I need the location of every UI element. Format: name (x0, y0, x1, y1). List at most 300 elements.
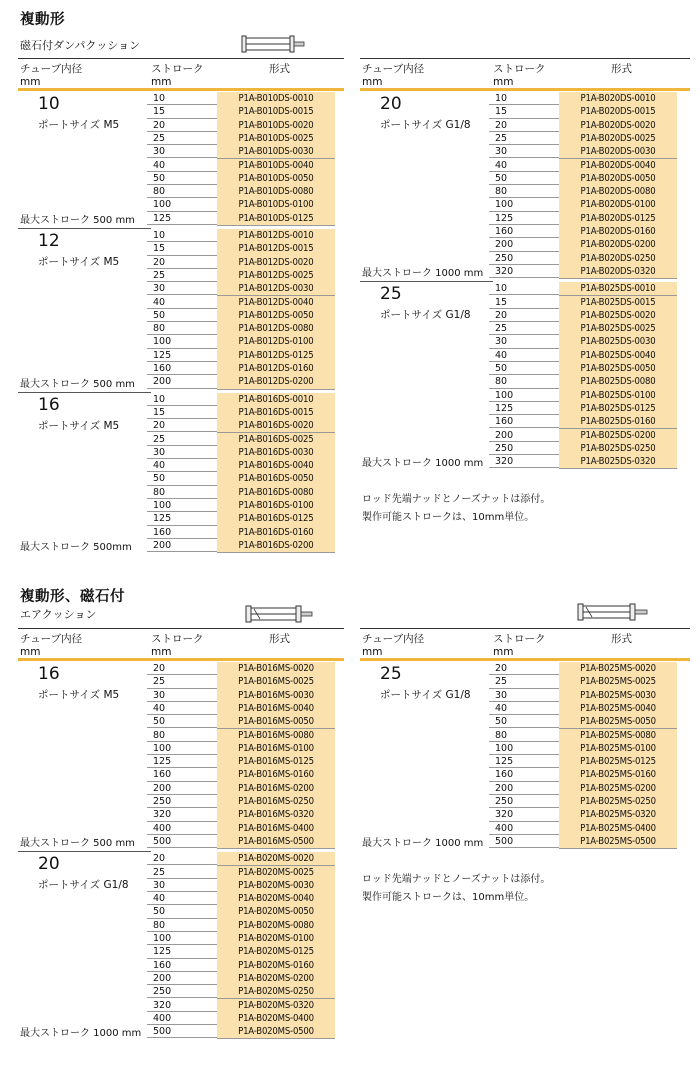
model-cell: P1A-B020DS-0200 (559, 238, 677, 252)
header-stroke-unit: mm (493, 76, 514, 88)
stroke-cell: 20 (147, 419, 217, 432)
model-cell: P1A-B010DS-0030 (217, 145, 335, 159)
stroke-cell: 200 (147, 972, 217, 985)
stroke-cell: 320 (489, 808, 559, 821)
table-row (489, 119, 677, 132)
stroke-cell: 40 (489, 349, 559, 362)
group-separator (360, 281, 493, 282)
table-row (147, 999, 335, 1012)
table-row (147, 715, 335, 728)
model-cell: P1A-B025DS-0200 (559, 429, 677, 443)
stroke-cell: 80 (489, 375, 559, 388)
model-cell: P1A-B020MS-0080 (217, 919, 335, 933)
stroke-cell: 200 (147, 375, 217, 388)
table-row (147, 406, 335, 419)
stroke-cell: 400 (489, 822, 559, 835)
model-cell: P1A-B025DS-0020 (559, 309, 677, 323)
model-cell: P1A-B020MS-0320 (217, 999, 335, 1013)
stroke-cell: 25 (147, 132, 217, 145)
model-cell: P1A-B020DS-0320 (559, 265, 677, 279)
table-row (489, 212, 677, 225)
model-cell: P1A-B012DS-0050 (217, 309, 335, 323)
stroke-cell: 125 (147, 755, 217, 768)
section-subtitle-2: エアクッション (20, 608, 97, 621)
model-cell: P1A-B020DS-0010 (559, 92, 677, 106)
stroke-cell: 80 (147, 919, 217, 932)
header-stroke-unit: mm (151, 646, 172, 658)
table-row (147, 242, 335, 255)
model-cell: P1A-B012DS-0080 (217, 322, 335, 336)
header-model: 形式 (269, 63, 290, 75)
model-cell: P1A-B012DS-0125 (217, 349, 335, 363)
model-cell: P1A-B016MS-0020 (217, 662, 335, 676)
model-cell: P1A-B010DS-0125 (217, 212, 335, 226)
stroke-cell: 80 (147, 486, 217, 499)
table-row (147, 446, 335, 459)
table-row (489, 375, 677, 388)
stroke-cell: 320 (489, 455, 559, 468)
table-row (147, 512, 335, 525)
header-bore-unit: mm (362, 646, 383, 658)
stroke-cell: 25 (489, 675, 559, 688)
stroke-cell: 50 (147, 715, 217, 728)
table-row (147, 919, 335, 932)
table-row (147, 675, 335, 688)
model-cell: P1A-B025MS-0160 (559, 768, 677, 782)
table-row (147, 879, 335, 892)
model-cell: P1A-B020MS-0500 (217, 1025, 335, 1039)
port-size: ポートサイズ G1/8 (380, 119, 471, 131)
table-row (489, 145, 677, 158)
model-cell: P1A-B012DS-0030 (217, 282, 335, 296)
table-row (147, 959, 335, 972)
model-cell: P1A-B016DS-0200 (217, 539, 335, 553)
stroke-cell: 100 (147, 335, 217, 348)
model-cell: P1A-B020MS-0040 (217, 892, 335, 906)
table-row (147, 729, 335, 742)
model-cell: P1A-B020MS-0200 (217, 972, 335, 986)
model-cell: P1A-B025DS-0050 (559, 362, 677, 376)
model-cell: P1A-B020MS-0125 (217, 945, 335, 959)
stroke-cell: 100 (489, 198, 559, 211)
model-cell: P1A-B025DS-0010 (559, 282, 677, 296)
table-row (147, 419, 335, 432)
section-title-1: 複動形 (20, 12, 65, 28)
stroke-cell: 500 (489, 835, 559, 848)
stroke-cell: 80 (147, 729, 217, 742)
stroke-cell: 15 (147, 406, 217, 419)
model-cell: P1A-B016DS-0010 (217, 393, 335, 407)
table-row (489, 105, 677, 118)
table-row (147, 296, 335, 309)
table-row (489, 282, 677, 295)
model-cell: P1A-B025MS-0200 (559, 782, 677, 796)
header-bore-unit: mm (20, 646, 41, 658)
header-bore: チューブ内径 (20, 63, 83, 75)
model-cell: P1A-B025MS-0080 (559, 729, 677, 743)
stroke-cell: 50 (147, 309, 217, 322)
header-stroke: ストローク (493, 63, 546, 75)
table-row (147, 985, 335, 998)
stroke-cell: 50 (147, 472, 217, 485)
table-row (147, 309, 335, 322)
stroke-cell: 160 (147, 959, 217, 972)
table-row (489, 742, 677, 755)
table-top-rule (18, 628, 344, 629)
tube-bore: 25 (380, 664, 402, 684)
stroke-cell: 320 (147, 999, 217, 1012)
table-row (489, 702, 677, 715)
stroke-cell: 250 (489, 252, 559, 265)
stroke-cell: 40 (489, 159, 559, 172)
stroke-cell: 250 (147, 795, 217, 808)
table-row (147, 768, 335, 781)
stroke-cell: 160 (489, 225, 559, 238)
model-cell: P1A-B016MS-0080 (217, 729, 335, 743)
stroke-cell: 320 (147, 808, 217, 821)
table-row (489, 185, 677, 198)
table-row (489, 755, 677, 768)
stroke-cell: 30 (489, 335, 559, 348)
model-cell: P1A-B012DS-0100 (217, 335, 335, 349)
model-cell: P1A-B012DS-0010 (217, 229, 335, 243)
model-cell: P1A-B016MS-0125 (217, 755, 335, 769)
model-cell: P1A-B020DS-0025 (559, 132, 677, 146)
table-row (147, 662, 335, 675)
model-cell: P1A-B025DS-0080 (559, 375, 677, 389)
cylinder-air-cushion-icon (576, 602, 650, 624)
stroke-cell: 40 (147, 459, 217, 472)
model-cell: P1A-B025MS-0400 (559, 822, 677, 836)
note-text: 製作可能ストロークは、10mm単位。 (362, 512, 535, 524)
stroke-cell: 25 (147, 675, 217, 688)
stroke-cell: 40 (147, 159, 217, 172)
stroke-cell: 125 (147, 512, 217, 525)
table-row (489, 455, 677, 468)
model-cell: P1A-B020DS-0125 (559, 212, 677, 226)
table-row (489, 429, 677, 442)
table-row (147, 808, 335, 821)
stroke-cell: 30 (147, 282, 217, 295)
max-stroke: 最大ストローク 500 mm (20, 215, 135, 226)
stroke-cell: 15 (489, 105, 559, 118)
table-row (489, 782, 677, 795)
stroke-cell: 30 (489, 145, 559, 158)
table-row (147, 499, 335, 512)
stroke-cell: 80 (147, 322, 217, 335)
table-top-rule (360, 628, 690, 629)
table-row (489, 198, 677, 211)
model-cell: P1A-B016MS-0030 (217, 689, 335, 703)
table-row (147, 795, 335, 808)
model-cell: P1A-B020MS-0160 (217, 959, 335, 973)
model-cell: P1A-B010DS-0020 (217, 119, 335, 133)
stroke-cell: 200 (147, 539, 217, 552)
stroke-cell: 10 (147, 92, 217, 105)
note-text: ロッド先端ナッドとノーズナットは添付。 (362, 494, 551, 506)
stroke-cell: 125 (147, 349, 217, 362)
table-top-rule (360, 58, 690, 59)
model-cell: P1A-B016DS-0040 (217, 459, 335, 473)
section-subtitle-1: 磁石付ダンパクッション (20, 39, 141, 52)
table-row (147, 742, 335, 755)
table-row (147, 159, 335, 172)
header-stroke: ストローク (151, 633, 204, 645)
model-cell: P1A-B016MS-0200 (217, 782, 335, 796)
table-row (147, 755, 335, 768)
model-cell: P1A-B020MS-0400 (217, 1012, 335, 1026)
table-row (147, 105, 335, 118)
table-row (147, 212, 335, 225)
tube-bore: 16 (38, 664, 60, 684)
tube-bore: 20 (38, 854, 60, 875)
table-row (489, 442, 677, 455)
model-cell: P1A-B025MS-0025 (559, 675, 677, 689)
max-stroke: 最大ストローク 1000 mm (362, 838, 484, 850)
header-stroke: ストローク (151, 63, 204, 75)
stroke-cell: 125 (489, 402, 559, 415)
table-row (147, 782, 335, 795)
model-cell: P1A-B012DS-0200 (217, 375, 335, 389)
stroke-cell: 250 (489, 442, 559, 455)
table-row (147, 972, 335, 985)
model-cell: P1A-B010DS-0010 (217, 92, 335, 106)
table-row (489, 159, 677, 172)
model-cell: P1A-B025DS-0100 (559, 389, 677, 403)
table-row (147, 905, 335, 918)
table-row (147, 822, 335, 835)
model-cell: P1A-B025DS-0040 (559, 349, 677, 363)
table-row (147, 1025, 335, 1038)
stroke-cell: 400 (147, 822, 217, 835)
model-cell: P1A-B010DS-0100 (217, 198, 335, 212)
stroke-cell: 40 (489, 702, 559, 715)
model-cell: P1A-B025MS-0040 (559, 702, 677, 716)
stroke-cell: 160 (489, 768, 559, 781)
stroke-cell: 250 (489, 795, 559, 808)
model-cell: P1A-B025DS-0125 (559, 402, 677, 416)
stroke-cell: 100 (489, 742, 559, 755)
max-stroke: 最大ストローク 1000 mm (362, 458, 484, 470)
note-text: ロッド先端ナッドとノーズナットは添付。 (362, 874, 551, 886)
stroke-cell: 100 (147, 932, 217, 945)
model-cell: P1A-B025DS-0025 (559, 322, 677, 336)
stroke-cell: 125 (147, 945, 217, 958)
table-row (489, 362, 677, 375)
port-size: ポートサイズ G1/8 (380, 689, 471, 701)
model-cell: P1A-B025MS-0125 (559, 755, 677, 769)
header-model: 形式 (611, 63, 632, 75)
stroke-cell: 160 (147, 526, 217, 539)
stroke-cell: 160 (147, 768, 217, 781)
table-row (147, 229, 335, 242)
model-cell: P1A-B025MS-0020 (559, 662, 677, 676)
model-cell: P1A-B020MS-0050 (217, 905, 335, 919)
stroke-cell: 25 (147, 433, 217, 446)
stroke-cell: 10 (489, 92, 559, 105)
table-row (147, 198, 335, 211)
table-row (489, 322, 677, 335)
table-row (489, 309, 677, 322)
stroke-cell: 50 (489, 172, 559, 185)
stroke-cell: 25 (489, 322, 559, 335)
header-bore: チューブ内径 (362, 633, 425, 645)
table-row (489, 92, 677, 105)
stroke-cell: 20 (489, 662, 559, 675)
stroke-cell: 50 (489, 715, 559, 728)
model-cell: P1A-B016DS-0030 (217, 446, 335, 460)
table-row (147, 689, 335, 702)
tube-bore: 25 (380, 284, 402, 305)
model-cell: P1A-B025DS-0250 (559, 442, 677, 456)
model-cell: P1A-B016MS-0025 (217, 675, 335, 689)
stroke-cell: 100 (147, 198, 217, 211)
model-cell: P1A-B016DS-0020 (217, 419, 335, 433)
table-row (489, 415, 677, 428)
model-cell: P1A-B025MS-0500 (559, 835, 677, 849)
stroke-cell: 200 (489, 782, 559, 795)
table-row (147, 119, 335, 132)
model-cell: P1A-B016DS-0025 (217, 433, 335, 447)
header-stroke-unit: mm (151, 76, 172, 88)
model-cell: P1A-B016DS-0100 (217, 499, 335, 513)
table-row (147, 282, 335, 295)
model-cell: P1A-B025MS-0050 (559, 715, 677, 729)
header-accent-bar (360, 88, 690, 91)
table-row (489, 715, 677, 728)
model-cell: P1A-B012DS-0040 (217, 296, 335, 310)
table-row (147, 459, 335, 472)
stroke-cell: 80 (147, 185, 217, 198)
header-bore: チューブ内径 (20, 633, 83, 645)
table-row (147, 472, 335, 485)
stroke-cell: 80 (489, 185, 559, 198)
model-cell: P1A-B020MS-0020 (217, 852, 335, 866)
table-row (147, 702, 335, 715)
table-row (147, 526, 335, 539)
stroke-cell: 40 (147, 892, 217, 905)
stroke-cell: 50 (147, 172, 217, 185)
table-top-rule (18, 58, 344, 59)
model-cell: P1A-B020DS-0040 (559, 159, 677, 173)
table-row (489, 662, 677, 675)
table-row (489, 795, 677, 808)
model-cell: P1A-B020DS-0020 (559, 119, 677, 133)
model-cell: P1A-B012DS-0160 (217, 362, 335, 376)
model-cell: P1A-B012DS-0015 (217, 242, 335, 256)
model-cell: P1A-B010DS-0025 (217, 132, 335, 146)
stroke-cell: 200 (489, 238, 559, 251)
table-row (489, 225, 677, 238)
stroke-cell: 30 (147, 689, 217, 702)
table-row (489, 822, 677, 835)
max-stroke: 最大ストローク 1000 mm (20, 1028, 142, 1040)
table-row (489, 296, 677, 309)
table-row (489, 349, 677, 362)
stroke-cell: 40 (147, 296, 217, 309)
table-row (147, 539, 335, 552)
model-cell: P1A-B025MS-0250 (559, 795, 677, 809)
table-row (147, 932, 335, 945)
model-cell: P1A-B016MS-0500 (217, 835, 335, 849)
table-row (489, 389, 677, 402)
stroke-cell: 20 (147, 256, 217, 269)
table-row (147, 132, 335, 145)
table-row (489, 768, 677, 781)
table-row (147, 172, 335, 185)
stroke-cell: 400 (147, 1012, 217, 1025)
tube-bore: 10 (38, 94, 60, 114)
table-row (147, 362, 335, 375)
table-row (489, 835, 677, 848)
model-cell: P1A-B010DS-0080 (217, 185, 335, 199)
table-row (147, 945, 335, 958)
model-cell: P1A-B012DS-0020 (217, 256, 335, 270)
model-cell: P1A-B020DS-0160 (559, 225, 677, 239)
stroke-cell: 250 (147, 985, 217, 998)
model-cell: P1A-B016DS-0015 (217, 406, 335, 420)
model-cell: P1A-B020MS-0025 (217, 866, 335, 880)
model-cell: P1A-B020DS-0015 (559, 105, 677, 119)
stroke-cell: 160 (489, 415, 559, 428)
model-cell: P1A-B025MS-0100 (559, 742, 677, 756)
table-row (489, 335, 677, 348)
stroke-cell: 50 (489, 362, 559, 375)
stroke-cell: 160 (147, 362, 217, 375)
stroke-cell: 15 (489, 296, 559, 309)
table-row (147, 349, 335, 362)
table-row (489, 689, 677, 702)
table-row (147, 269, 335, 282)
header-accent-bar (360, 658, 690, 661)
stroke-cell: 15 (147, 105, 217, 118)
model-cell: P1A-B016DS-0125 (217, 512, 335, 526)
stroke-cell: 100 (147, 499, 217, 512)
model-cell: P1A-B025MS-0030 (559, 689, 677, 703)
stroke-cell: 500 (147, 1025, 217, 1038)
model-cell: P1A-B020DS-0100 (559, 198, 677, 212)
table-row (489, 675, 677, 688)
model-cell: P1A-B016MS-0320 (217, 808, 335, 822)
port-size: ポートサイズ M5 (38, 119, 120, 131)
model-cell: P1A-B020MS-0100 (217, 932, 335, 946)
stroke-cell: 20 (489, 119, 559, 132)
stroke-cell: 15 (147, 242, 217, 255)
cylinder-damper-icon (240, 34, 306, 56)
stroke-cell: 30 (147, 446, 217, 459)
header-bore: チューブ内径 (362, 63, 425, 75)
stroke-cell: 20 (147, 852, 217, 865)
stroke-cell: 320 (489, 265, 559, 278)
table-row (147, 486, 335, 499)
model-cell: P1A-B016DS-0080 (217, 486, 335, 500)
model-cell: P1A-B025DS-0015 (559, 296, 677, 310)
table-row (147, 92, 335, 105)
stroke-cell: 100 (147, 742, 217, 755)
model-cell: P1A-B025DS-0160 (559, 415, 677, 429)
stroke-cell: 20 (147, 662, 217, 675)
table-row (489, 402, 677, 415)
model-cell: P1A-B025DS-0320 (559, 455, 677, 469)
stroke-cell: 100 (489, 389, 559, 402)
table-row (147, 375, 335, 388)
table-row (147, 866, 335, 879)
stroke-cell: 30 (147, 879, 217, 892)
port-size: ポートサイズ M5 (38, 419, 120, 432)
max-stroke: 最大ストローク 500 mm (20, 378, 135, 390)
stroke-cell: 125 (489, 212, 559, 225)
stroke-cell: 10 (489, 282, 559, 295)
